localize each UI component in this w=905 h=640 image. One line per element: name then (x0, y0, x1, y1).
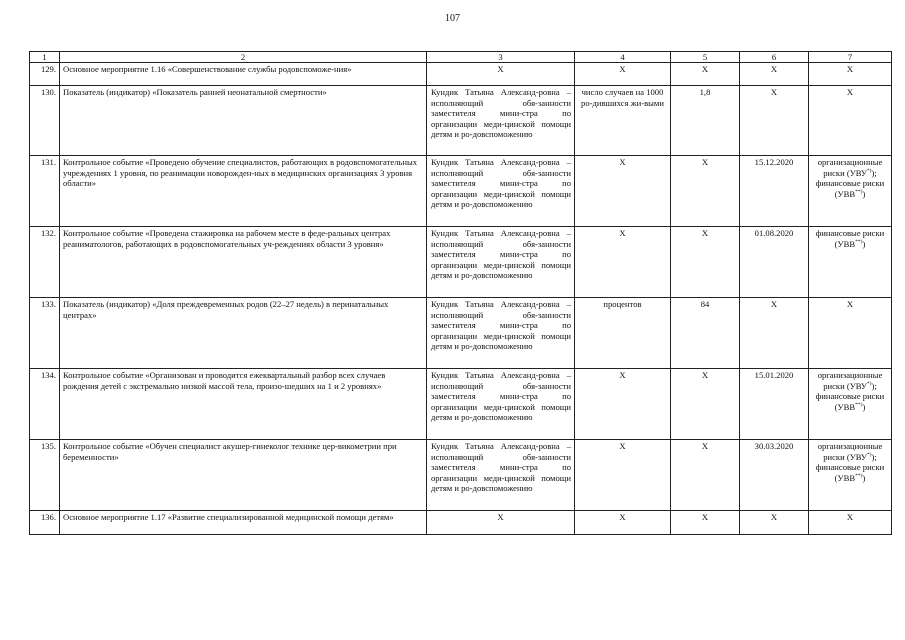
risk-sup: **) (855, 472, 863, 479)
header-row (30, 52, 892, 63)
risk-cell (809, 227, 892, 298)
responsible-cell: Кундик Татьяна Александ-ровна – исполняющий обя-занности заместителя мини-стра по организации меди-цинской помощи детям и ро-довспоможению (427, 156, 575, 227)
value-cell: X (671, 369, 740, 440)
date-cell: X (740, 63, 809, 86)
risk-cell: X (809, 298, 892, 369)
unit-cell: X (575, 511, 671, 535)
risk-sup: **) (855, 238, 863, 245)
row-name-cell: Показатель (индикатор) «Доля преждевременных родов (22–27 недель) в перинатальных центрах» (60, 298, 427, 369)
responsible-cell: Кундик Татьяна Александ-ровна – исполняющий обя-занности заместителя мини-стра по организации меди-цинской помощи детям и ро-довспоможению (427, 369, 575, 440)
date-cell: 30.03.2020 (740, 440, 809, 511)
risk-text-end: ); (871, 380, 877, 391)
responsible-cell: X (427, 63, 575, 86)
unit-cell: число случаев на 1000 ро-дившихся жи-выми (575, 86, 671, 156)
risk-cell (809, 369, 892, 440)
date-cell: X (740, 511, 809, 535)
date-cell: 01.08.2020 (740, 227, 809, 298)
row-name-cell: Контрольное событие «Проведено обучение специалистов, работающих в родовспомогательных учреждениях 1 уровня, по реанимации новорожден-ных в медицинских организациях 3 уровня области» (60, 156, 427, 227)
unit-cell: X (575, 440, 671, 511)
unit-cell: X (575, 227, 671, 298)
responsible-cell: X (427, 511, 575, 535)
table-row (30, 156, 892, 227)
row-number-cell: 135. (30, 440, 60, 511)
date-cell: 15.12.2020 (740, 156, 809, 227)
column-header: 1 (30, 52, 60, 63)
risk-sup: *) (866, 380, 872, 387)
column-header: 4 (575, 52, 671, 63)
row-number-cell: 133. (30, 298, 60, 369)
table-row (30, 298, 892, 369)
responsible-cell: Кундик Татьяна Александ-ровна – исполняющий обя-занности заместителя мини-стра по организации меди-цинской помощи детям и ро-довспоможению (427, 440, 575, 511)
table-row (30, 369, 892, 440)
risk-organizational (812, 441, 888, 462)
risk-financial (812, 462, 888, 483)
responsible-cell: Кундик Татьяна Александ-ровна – исполняющий обя-занности заместителя мини-стра по организации меди-цинской помощи детям и ро-довспоможению (427, 86, 575, 156)
table-row (30, 86, 892, 156)
table-row (30, 440, 892, 511)
risk-sup: *) (866, 451, 872, 458)
value-cell: X (671, 511, 740, 535)
unit-cell: X (575, 156, 671, 227)
risk-text: финансовые риски (УВВ (815, 391, 885, 412)
risk-sup: **) (855, 401, 863, 408)
risk-cell: X (809, 86, 892, 156)
date-cell: X (740, 86, 809, 156)
row-number-cell: 132. (30, 227, 60, 298)
column-header: 2 (60, 52, 427, 63)
row-name-cell: Контрольное событие «Проведена стажировка на рабочем месте в феде-ральных центрах реаниматологов, работающих в родовспомогательных уч-реждениях области 3 уровня» (60, 227, 427, 298)
risk-sup: **) (855, 188, 863, 195)
risk-text-end: ) (862, 401, 866, 412)
column-header: 5 (671, 52, 740, 63)
row-number-cell: 134. (30, 369, 60, 440)
risk-text: финансовые риски (УВВ (815, 462, 885, 483)
column-header: 6 (740, 52, 809, 63)
risk-text: организационные риски (УВУ (817, 370, 883, 391)
risk-organizational (812, 157, 888, 178)
row-name-cell: Контрольное событие «Обучен специалист акушер-гинеколог технике цер-викометрии при беременности» (60, 440, 427, 511)
value-cell: X (671, 63, 740, 86)
row-number-cell: 129. (30, 63, 60, 86)
risk-text-end: ) (862, 188, 866, 199)
risk-text: финансовые риски (УВВ (815, 228, 885, 249)
date-cell: 15.01.2020 (740, 369, 809, 440)
row-number-cell: 130. (30, 86, 60, 156)
risk-text: организационные риски (УВУ (817, 441, 883, 462)
measures-table (29, 51, 892, 535)
risk-text: финансовые риски (УВВ (815, 178, 885, 199)
page-number: 107 (445, 13, 460, 24)
row-name-cell: Контрольное событие «Организован и проводится ежеквартальный разбор всех случаев рождения детей с экстремально низкой массой тела, произо-шедших на 1 и 2 уровнях» (60, 369, 427, 440)
table-row (30, 511, 892, 535)
value-cell: X (671, 156, 740, 227)
value-cell: 1,8 (671, 86, 740, 156)
responsible-cell: Кундик Татьяна Александ-ровна – исполняющий обя-занности заместителя мини-стра по организации меди-цинской помощи детям и ро-довспоможению (427, 298, 575, 369)
value-cell: X (671, 227, 740, 298)
risk-cell: X (809, 511, 892, 535)
risk-text-end: ) (862, 472, 866, 483)
row-name-cell: Показатель (индикатор) «Показатель ранней неонатальной смертности» (60, 86, 427, 156)
risk-cell: X (809, 63, 892, 86)
risk-text-end: ); (871, 451, 877, 462)
table-row (30, 63, 892, 86)
risk-text-end: ); (871, 167, 877, 178)
row-number-cell: 131. (30, 156, 60, 227)
table-row (30, 227, 892, 298)
table-body (30, 52, 892, 535)
risk-text-end: ) (862, 238, 866, 249)
risk-text: организационные риски (УВУ (817, 157, 883, 178)
risk-cell (809, 440, 892, 511)
date-cell: X (740, 298, 809, 369)
row-name-cell: Основное мероприятие 1.16 «Совершенствование службы родовспоможе-ния» (60, 63, 427, 86)
column-header: 3 (427, 52, 575, 63)
row-name-cell: Основное мероприятие 1.17 «Развитие специализированной медицинской помощи детям» (60, 511, 427, 535)
risk-financial (812, 178, 888, 199)
row-number-cell: 136. (30, 511, 60, 535)
risk-sup: *) (866, 167, 872, 174)
value-cell: 84 (671, 298, 740, 369)
risk-cell (809, 156, 892, 227)
value-cell: X (671, 440, 740, 511)
risk-financial (812, 228, 888, 249)
unit-cell: процентов (575, 298, 671, 369)
risk-financial (812, 391, 888, 412)
column-header: 7 (809, 52, 892, 63)
risk-organizational (812, 370, 888, 391)
unit-cell: X (575, 63, 671, 86)
responsible-cell: Кундик Татьяна Александ-ровна – исполняющий обя-занности заместителя мини-стра по организации меди-цинской помощи детям и ро-довспоможению (427, 227, 575, 298)
unit-cell: X (575, 369, 671, 440)
